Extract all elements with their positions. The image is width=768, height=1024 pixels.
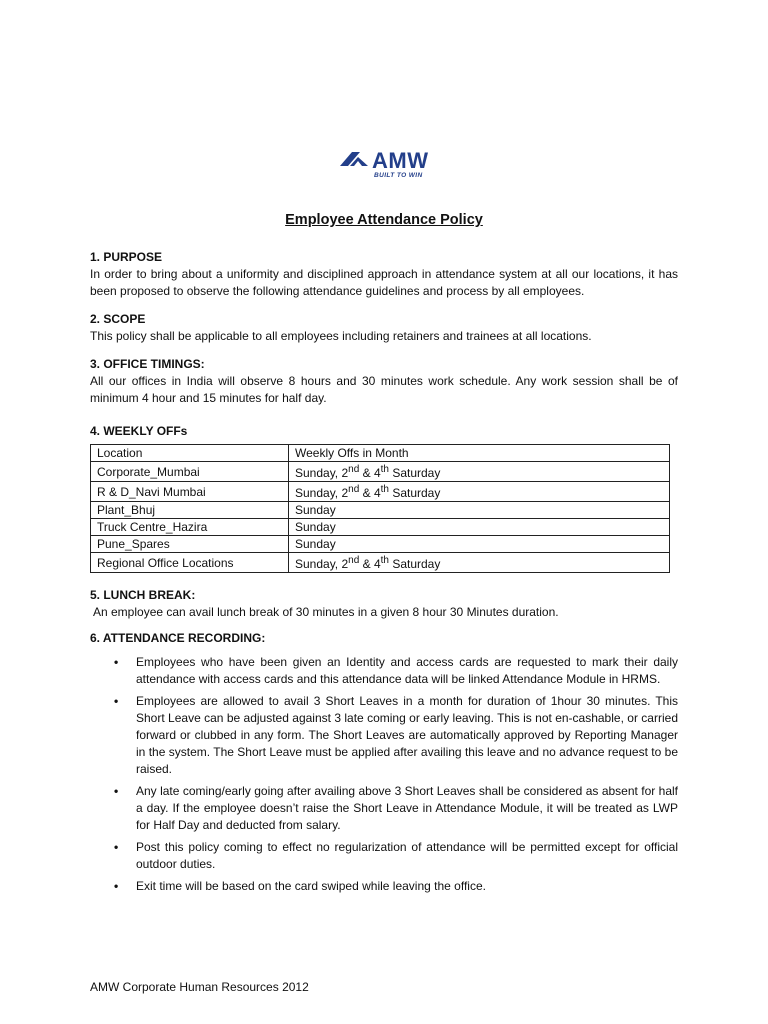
table-row bbox=[91, 536, 670, 553]
recording-heading: 6. ATTENDANCE RECORDING: bbox=[90, 631, 266, 645]
scope-heading: 2. SCOPE bbox=[90, 312, 146, 326]
weekly-offs-cell: Sunday bbox=[289, 502, 670, 519]
list-item: • Employees who have been given an Identity and access cards are requested to mark their daily attendance with access cards and this attendance data will be linked Attendance Module in HRMS. bbox=[114, 655, 678, 686]
weekly-offs-table bbox=[90, 444, 670, 573]
weekly-offs-cell: Sunday bbox=[289, 536, 670, 553]
location-cell: Corporate_Mumbai bbox=[91, 462, 289, 482]
lunch-heading: 5. LUNCH BREAK: bbox=[90, 588, 196, 602]
location-cell: Plant_Bhuj bbox=[91, 502, 289, 519]
weekly-offs-heading: 4. WEEKLY OFFs bbox=[90, 424, 188, 438]
weekly-offs-cell: Sunday, 2nd & 4th Saturday bbox=[289, 553, 670, 573]
bullet-icon: • bbox=[114, 694, 119, 708]
document-title: Employee Attendance Policy bbox=[285, 212, 483, 228]
list-item: • Any late coming/early going after availing above 3 Short Leaves shall be considered as absent for half a day. If the employee doesn’t raise the Short Leave in Attendance Module, it will be treated as LWP for Half Day and deducted from salary. bbox=[114, 784, 678, 832]
list-item: • Exit time will be based on the card swiped while leaving the office. bbox=[114, 879, 486, 893]
weekly-offs-cell: Sunday, 2nd & 4th Saturday bbox=[289, 482, 670, 502]
list-item: • Employees are allowed to avail 3 Short Leaves in a month for duration of 1hour 30 minutes. This Short Leave can be adjusted against 3 late coming or early leaving. This is not en-cashable, or carried forward or clubbed in any form. The Short Leaves are automatically approved by Reporting Manager in the system. The Short Leave must be applied after availing this leave and no advance request to be raised. bbox=[114, 694, 678, 776]
purpose-heading: 1. PURPOSE bbox=[90, 250, 163, 264]
table-header-row bbox=[91, 445, 670, 462]
company-logo bbox=[338, 146, 438, 186]
list-item: • Post this policy coming to effect no regularization of attendance will be permitted except for official outdoor duties. bbox=[114, 840, 678, 871]
table-row bbox=[91, 519, 670, 536]
timings-heading: 3. OFFICE TIMINGS: bbox=[90, 357, 205, 371]
column-header-location: Location bbox=[91, 445, 289, 462]
table-row bbox=[91, 462, 670, 482]
bullet-icon: • bbox=[114, 840, 119, 854]
scope-text: This policy shall be applicable to all employees including retainers and trainees at all locations. bbox=[90, 329, 592, 343]
weekly-offs-cell: Sunday bbox=[289, 519, 670, 536]
timings-text: All our offices in India will observe 8 hours and 30 minutes work schedule. Any work session shall be of minimum 4 hour and 15 minutes for half day. bbox=[90, 374, 678, 405]
bullet-icon: • bbox=[114, 879, 119, 893]
document-body bbox=[90, 249, 678, 900]
bullet-icon: • bbox=[114, 784, 119, 798]
table-row bbox=[91, 553, 670, 573]
table-row bbox=[91, 482, 670, 502]
recording-list bbox=[90, 654, 678, 895]
weekly-offs-cell: Sunday, 2nd & 4th Saturday bbox=[289, 462, 670, 482]
location-cell: R & D_Navi Mumbai bbox=[91, 482, 289, 502]
logo-tagline: BUILT TO WIN bbox=[374, 172, 423, 179]
lunch-text: An employee can avail lunch break of 30 minutes in a given 8 hour 30 Minutes duration. bbox=[93, 605, 559, 619]
amw-chevron-logo-icon bbox=[338, 150, 370, 168]
page-footer: AMW Corporate Human Resources 2012 bbox=[90, 980, 309, 994]
column-header-weekly-offs: Weekly Offs in Month bbox=[289, 445, 670, 462]
purpose-text: In order to bring about a uniformity and disciplined approach in attendance system at all our locations, it has been proposed to observe the following attendance guidelines and process by all employees. bbox=[90, 267, 678, 298]
location-cell: Regional Office Locations bbox=[91, 553, 289, 573]
bullet-icon: • bbox=[114, 655, 119, 669]
logo-wordmark: AMW bbox=[372, 148, 429, 173]
location-cell: Pune_Spares bbox=[91, 536, 289, 553]
location-cell: Truck Centre_Hazira bbox=[91, 519, 289, 536]
table-row bbox=[91, 502, 670, 519]
